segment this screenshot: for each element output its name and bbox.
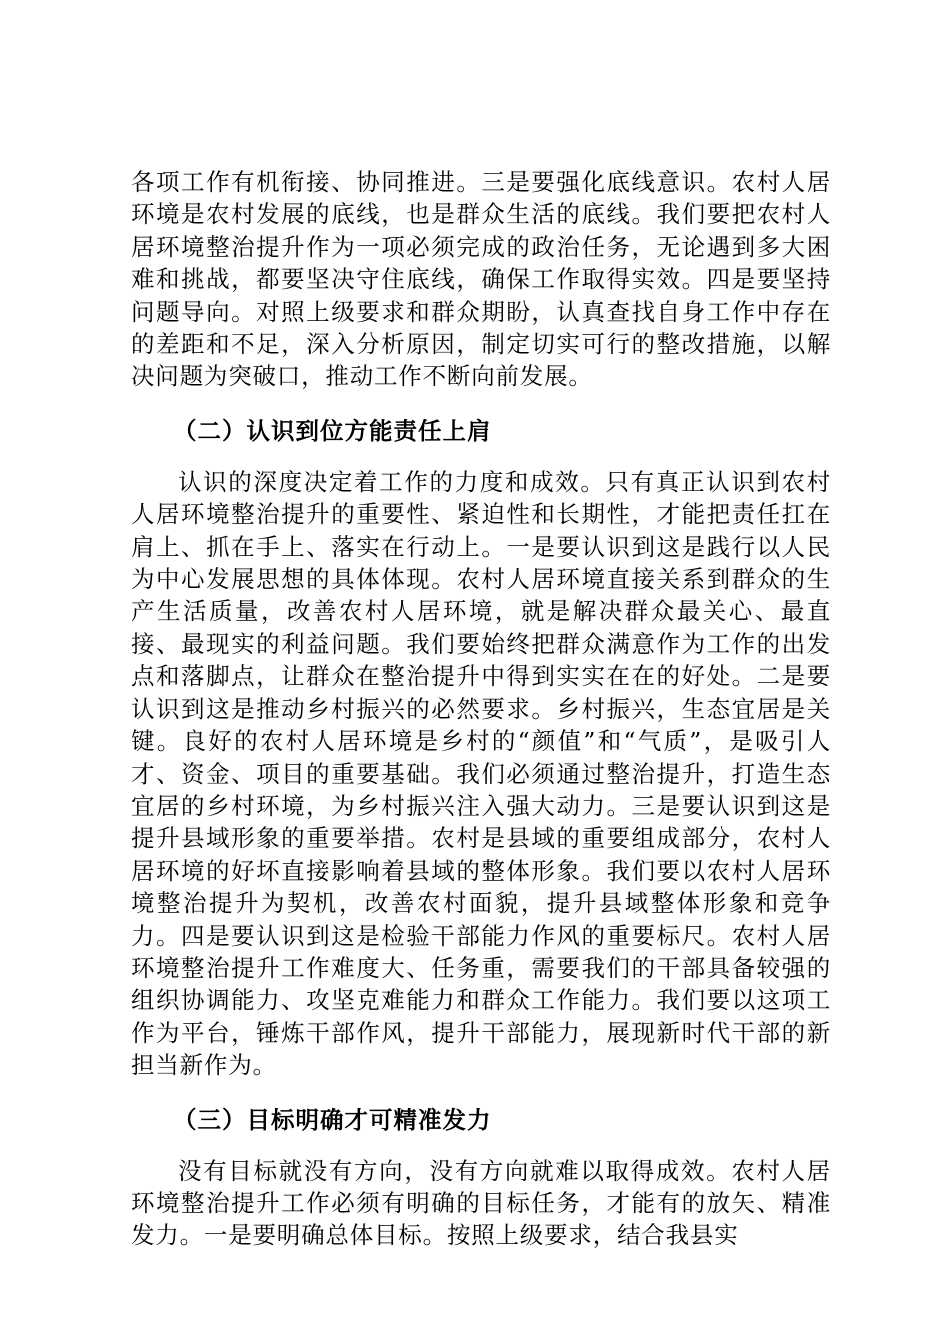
section-heading-3: （三）目标明确才可精准发力 — [173, 1105, 492, 1134]
paragraph-section-3: 没有目标就没有方向，没有方向就难以取得成效。农村人居环境整治提升工作必须有明确的目标任务，才能有的放矢、精准发力。一是要明确总体目标。按照上级要求，结合我县实 — [131, 1156, 831, 1250]
paragraph-continuation: 各项工作有机衔接、协同推进。三是要强化底线意识。农村人居环境是农村发展的底线，也是群众生活的底线。我们要把农村人居环境整治提升作为一项必须完成的政治任务，无论遇到多大困难和挑战，都要坚决守住底线，确保工作取得实效。四是要坚持问题导向。对照上级要求和群众期盼，认真查找自身工作中存在的差距和不足，深入分析原因，制定切实可行的整改措施，以解决问题为突破口，推动工作不断向前发展。 — [131, 168, 831, 391]
section-heading-2: （二）认识到位方能责任上肩 — [173, 416, 492, 445]
document-page — [131, 166, 831, 1252]
paragraph-section-2: 认识的深度决定着工作的力度和成效。只有真正认识到农村人居环境整治提升的重要性、紧迫性和长期性，才能把责任扛在肩上、抓在手上、落实在行动上。一是要认识到这是践行以人民为中心发展思想的具体体现。农村人居环境直接关系到群众的生产生活质量，改善农村人居环境，就是解决群众最关心、最直接、最现实的利益问题。我们要始终把群众满意作为工作的出发点和落脚点，让群众在整治提升中得到实实在在的好处。二是要认识到这是推动乡村振兴的必然要求。乡村振兴，生态宜居是关键。良好的农村人居环境是乡村的“颜值”和“气质”，是吸引人才、资金、项目的重要基础。我们必须通过整治提升，打造生态宜居的乡村环境，为乡村振兴注入强大动力。三是要认识到这是提升县域形象的重要举措。农村是县域的重要组成部分，农村人居环境的好坏直接影响着县域的整体形象。我们要以农村人居环境整治提升为契机，改善农村面貌，提升县域整体形象和竞争力。四是要认识到这是检验干部能力作风的重要标尺。农村人居环境整治提升工作难度大、任务重，需要我们的干部具备较强的组织协调能力、攻坚克难能力和群众工作能力。我们要以这项工作为平台，锤炼干部作风，提升干部能力，展现新时代干部的新担当新作为。 — [131, 467, 831, 1080]
